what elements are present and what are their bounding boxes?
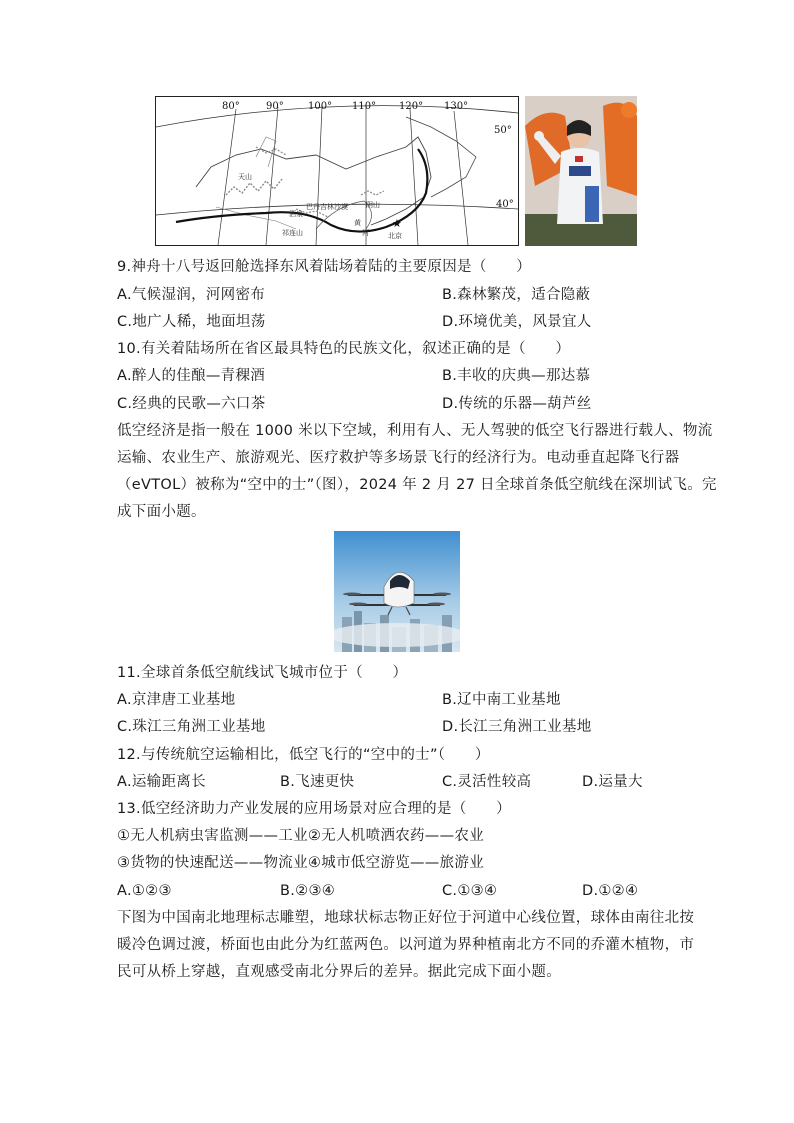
lon-label: 120° (399, 101, 424, 112)
question-13-option: A.①②③ (117, 883, 172, 899)
question-9-option: A.气候湿润，河网密布 (117, 287, 266, 303)
lon-label: 90° (266, 101, 284, 112)
passage-line: 下图为中国南北地理标志雕塑，地球状标志物正好位于河道中心线位置，球体由南往北按 (117, 910, 695, 926)
question-12-option: C.灵活性较高 (442, 774, 532, 790)
question-12-option: D.运量大 (582, 774, 643, 790)
question-13-option: C.①③④ (442, 883, 498, 899)
lon-label: 110° (352, 101, 377, 112)
question-11-option: A.京津唐工业基地 (117, 692, 236, 708)
lat-label: 50° (494, 125, 512, 136)
beijing-star-icon: ★ (392, 217, 402, 230)
passage-line: 暖冷色调过渡，桥面也由此分为红蓝两色。以河道为界种植南北方不同的乔灌木植物，市 (117, 937, 695, 953)
passage-line: 运输、农业生产、旅游观光、医疗救护等多场景飞行的经济行为。电动垂直起降飞行器 (117, 450, 680, 466)
passage-line: 低空经济是指一般在 1000 米以下空域，利用有人、无人驾驶的低空飞行器进行载人、物流 (117, 423, 713, 439)
place-label: 巴丹吉林沙漠 (306, 203, 348, 211)
place-label: 阴山 (366, 201, 380, 209)
question-9-option: B.森林繁茂，适合隐蔽 (442, 287, 591, 303)
question-10-option: D.传统的乐器—葫芦丝 (442, 396, 592, 412)
landing-site-map (155, 96, 519, 246)
lon-label: 80° (222, 101, 240, 112)
question-12-option: B.飞速更快 (280, 774, 355, 790)
question-13-item: ①无人机病虫害监测——工业②无人机喷洒农药——农业 (117, 828, 484, 844)
question-12-stem: 12.与传统航空运输相比，低空飞行的“空中的士”（ ） (117, 747, 490, 763)
question-13-stem: 13.低空经济助力产业发展的应用场景对应合理的是（ ） (117, 801, 511, 817)
question-13-option: D.①②④ (582, 883, 639, 899)
question-11-option: D.长江三角洲工业基地 (442, 719, 592, 735)
question-11-stem: 11.全球首条低空航线试飞城市位于（ ） (117, 665, 408, 681)
question-12-option: A.运输距离长 (117, 774, 206, 790)
place-label: 天山 (238, 173, 252, 181)
question-9-option: C.地广人稀，地面坦荡 (117, 314, 266, 330)
question-10-option: A.醉人的佳酿—青稞酒 (117, 368, 266, 384)
passage-line: （eVTOL）被称为“空中的士”（图），2024 年 2 月 27 日全球首条低空航线在深圳试飞。完 (117, 477, 717, 493)
place-label: 酒泉 (289, 210, 303, 218)
lon-label: 130° (444, 101, 469, 112)
place-label: 河 (362, 229, 369, 237)
question-11-option: B.辽中南工业基地 (442, 692, 561, 708)
map-graphic (156, 97, 518, 245)
question-13-item: ③货物的快速配送——物流业④城市低空游览——旅游业 (117, 855, 484, 871)
question-9-stem: 9.神舟十八号返回舱选择东风着陆场着陆的主要原因是（ ） (117, 259, 532, 275)
question-9-option: D.环境优美，风景宜人 (442, 314, 592, 330)
place-label: 北京 (388, 232, 402, 240)
evtol-photo (334, 531, 460, 652)
lat-label: 40° (496, 199, 514, 210)
place-label: 黄 (354, 219, 361, 227)
question-11-option: C.珠江三角洲工业基地 (117, 719, 266, 735)
question-10-stem: 10.有关着陆场所在省区最具特色的民族文化，叙述正确的是（ ） (117, 341, 571, 357)
place-label: 祁连山 (282, 229, 303, 237)
question-13-option: B.②③④ (280, 883, 336, 899)
lon-label: 100° (308, 101, 333, 112)
passage-line: 民可从桥上穿越，直观感受南北分界后的差异。据此完成下面小题。 (117, 964, 561, 980)
question-10-option: B.丰收的庆典—那达慕 (442, 368, 591, 384)
passage-line: 成下面小题。 (117, 504, 206, 520)
question-10-option: C.经典的民歌—六口茶 (117, 396, 266, 412)
astronaut-photo (525, 96, 637, 246)
